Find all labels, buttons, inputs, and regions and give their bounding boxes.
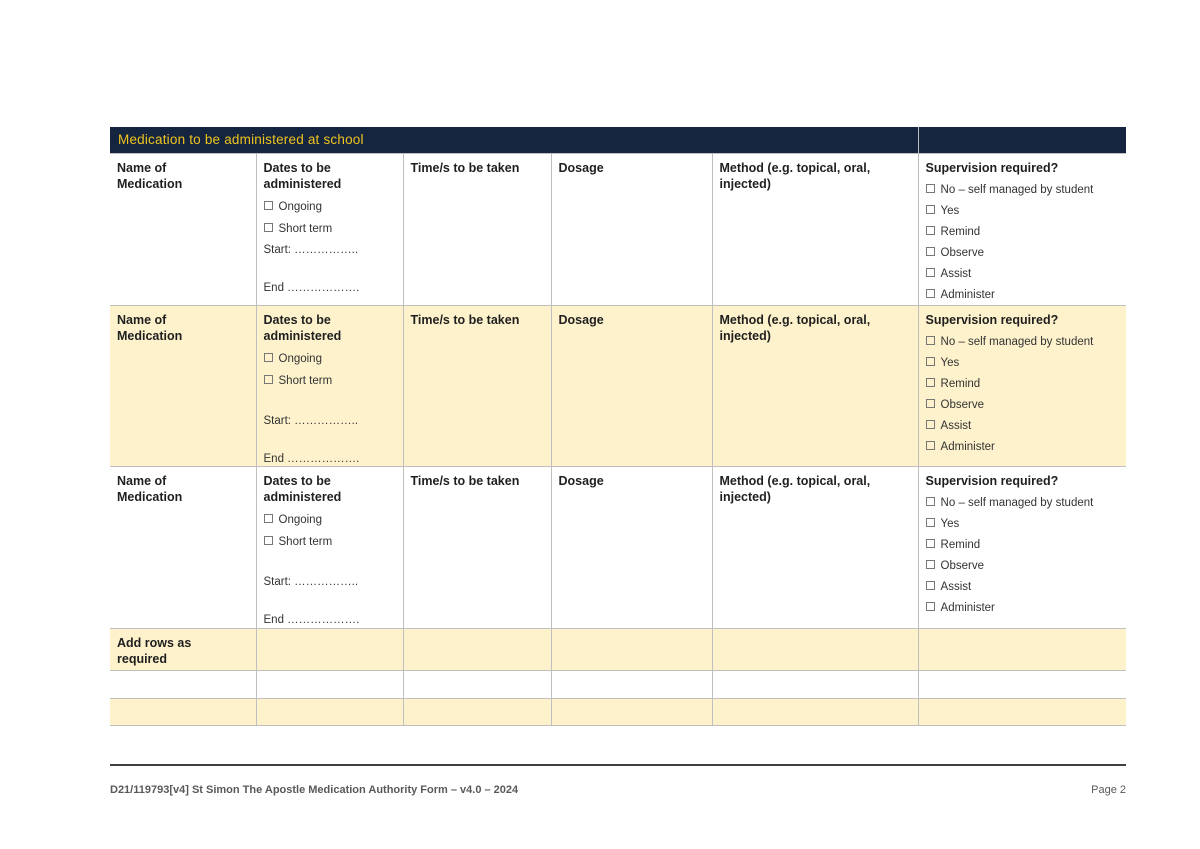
method-label: Method (e.g. topical, oral, injected) (719, 161, 871, 191)
supervision-no-option (926, 335, 1119, 349)
supervision-yes-label: Yes (940, 518, 960, 530)
method-cell[interactable] (712, 467, 918, 629)
empty-cell[interactable] (256, 671, 403, 699)
dosage-cell[interactable] (551, 306, 712, 467)
supervision-administer-option (926, 288, 1119, 302)
times-label: Time/s to be taken (410, 474, 520, 488)
dates-cell[interactable] (256, 306, 403, 467)
supervision-yes-label: Yes (940, 357, 960, 369)
medication-row (110, 467, 1126, 629)
supervision-remind-checkbox[interactable] (926, 539, 935, 548)
empty-cell[interactable] (918, 629, 1126, 671)
empty-cell[interactable] (256, 629, 403, 671)
supervision-administer-option (926, 601, 1119, 615)
ongoing-option (264, 200, 395, 214)
dosage-cell[interactable] (551, 154, 712, 306)
supervision-yes-option (926, 356, 1119, 370)
supervision-label: Supervision required? (925, 474, 1059, 488)
supervision-no-checkbox[interactable] (926, 184, 935, 193)
dosage-label: Dosage (558, 161, 604, 175)
short-term-label: Short term (278, 536, 333, 548)
supervision-remind-checkbox[interactable] (926, 378, 935, 387)
supervision-no-option (926, 183, 1119, 197)
medication-row (110, 154, 1126, 306)
supervision-assist-option (926, 419, 1119, 433)
medication-table (110, 127, 1126, 726)
name-of-medication-label: Name of Medication (117, 474, 183, 504)
times-cell[interactable] (403, 154, 551, 306)
method-cell[interactable] (712, 306, 918, 467)
dosage-label: Dosage (558, 474, 604, 488)
empty-cell[interactable] (551, 629, 712, 671)
supervision-remind-checkbox[interactable] (926, 226, 935, 235)
supervision-remind-label: Remind (940, 226, 981, 238)
times-label: Time/s to be taken (410, 313, 520, 327)
start-date-field[interactable]: Start: …………….. (263, 415, 359, 427)
dosage-cell[interactable] (551, 467, 712, 629)
ongoing-checkbox[interactable] (264, 201, 273, 210)
footer-rule (110, 764, 1126, 766)
end-date-field[interactable]: End ………………. (263, 453, 360, 465)
short-term-checkbox[interactable] (264, 536, 273, 545)
supervision-observe-checkbox[interactable] (926, 247, 935, 256)
method-cell[interactable] (712, 154, 918, 306)
times-cell[interactable] (403, 306, 551, 467)
supervision-remind-option (926, 377, 1119, 391)
supervision-administer-option (926, 440, 1119, 454)
empty-cell[interactable] (403, 671, 551, 699)
supervision-administer-checkbox[interactable] (926, 602, 935, 611)
supervision-no-option (926, 496, 1119, 510)
short-term-label: Short term (278, 223, 333, 235)
short-term-option (264, 535, 395, 549)
empty-cell[interactable] (712, 629, 918, 671)
add-rows-row (110, 629, 1126, 671)
short-term-label: Short term (278, 375, 333, 387)
supervision-yes-option (926, 517, 1119, 531)
supervision-no-label: No – self managed by student (940, 184, 1094, 196)
short-term-option (264, 374, 395, 388)
end-date-field[interactable]: End ………………. (263, 282, 360, 294)
dates-cell[interactable] (256, 154, 403, 306)
section-header-right-cell (918, 127, 1126, 154)
supervision-observe-option (926, 398, 1119, 412)
supervision-yes-checkbox[interactable] (926, 357, 935, 366)
supervision-remind-label: Remind (940, 539, 981, 551)
ongoing-label: Ongoing (278, 201, 322, 213)
end-date-field[interactable]: End ………………. (263, 614, 360, 626)
supervision-no-checkbox[interactable] (926, 497, 935, 506)
supervision-administer-checkbox[interactable] (926, 441, 935, 450)
section-header (110, 127, 918, 154)
supervision-label: Supervision required? (925, 161, 1059, 175)
start-date-field[interactable]: Start: …………….. (263, 244, 359, 256)
add-rows-cell (110, 629, 256, 671)
supervision-observe-checkbox[interactable] (926, 399, 935, 408)
supervision-assist-option (926, 580, 1119, 594)
ongoing-option (264, 352, 395, 366)
footer-doc-reference: D21/119793[v4] St Simon The Apostle Medication Authority Form – v4.0 – 2024 (110, 784, 519, 796)
supervision-cell[interactable] (918, 154, 1126, 306)
supervision-observe-checkbox[interactable] (926, 560, 935, 569)
name-of-medication-label: Name of Medication (117, 313, 183, 343)
supervision-yes-checkbox[interactable] (926, 205, 935, 214)
medication-name-cell[interactable] (110, 306, 256, 467)
empty-row (110, 699, 1126, 726)
supervision-administer-checkbox[interactable] (926, 289, 935, 298)
empty-cell[interactable] (110, 671, 256, 699)
supervision-administer-label: Administer (940, 289, 995, 301)
supervision-observe-label: Observe (940, 560, 985, 572)
empty-cell[interactable] (551, 699, 712, 726)
ongoing-checkbox[interactable] (264, 353, 273, 362)
supervision-cell[interactable] (918, 306, 1126, 467)
supervision-assist-checkbox[interactable] (926, 420, 935, 429)
supervision-yes-label: Yes (940, 205, 960, 217)
short-term-option (264, 222, 395, 236)
method-label: Method (e.g. topical, oral, injected) (719, 313, 871, 343)
supervision-assist-label: Assist (940, 268, 972, 280)
empty-cell[interactable] (712, 671, 918, 699)
ongoing-label: Ongoing (278, 514, 322, 526)
supervision-no-label: No – self managed by student (940, 336, 1094, 348)
supervision-remind-label: Remind (940, 378, 981, 390)
supervision-administer-label: Administer (940, 441, 995, 453)
supervision-observe-option (926, 246, 1119, 260)
supervision-cell[interactable] (918, 467, 1126, 629)
supervision-observe-label: Observe (940, 399, 985, 411)
ongoing-option (264, 513, 395, 527)
supervision-no-checkbox[interactable] (926, 336, 935, 345)
empty-cell[interactable] (918, 671, 1126, 699)
short-term-checkbox[interactable] (264, 375, 273, 384)
dates-cell[interactable] (256, 467, 403, 629)
empty-cell[interactable] (110, 699, 256, 726)
add-rows-label: Add rows as required (117, 636, 192, 666)
empty-cell[interactable] (256, 699, 403, 726)
supervision-assist-checkbox[interactable] (926, 581, 935, 590)
empty-cell[interactable] (403, 629, 551, 671)
dates-label: Dates to be administered (263, 161, 342, 191)
empty-cell[interactable] (918, 699, 1126, 726)
start-date-field[interactable]: Start: …………….. (263, 576, 359, 588)
short-term-checkbox[interactable] (264, 223, 273, 232)
dates-label: Dates to be administered (263, 313, 342, 343)
medication-row (110, 306, 1126, 467)
supervision-assist-label: Assist (940, 420, 972, 432)
footer-page-number: Page 2 (1091, 784, 1126, 796)
ongoing-checkbox[interactable] (264, 514, 273, 523)
method-label: Method (e.g. topical, oral, injected) (719, 474, 871, 504)
supervision-no-label: No – self managed by student (940, 497, 1094, 509)
supervision-label: Supervision required? (925, 313, 1059, 327)
ongoing-label: Ongoing (278, 353, 322, 365)
medication-name-cell[interactable] (110, 154, 256, 306)
empty-row (110, 671, 1126, 699)
times-cell[interactable] (403, 467, 551, 629)
empty-cell[interactable] (712, 699, 918, 726)
empty-cell[interactable] (551, 671, 712, 699)
section-header-row (110, 127, 1126, 154)
supervision-remind-option (926, 538, 1119, 552)
supervision-remind-option (926, 225, 1119, 239)
dates-label: Dates to be administered (263, 474, 342, 504)
section-title: Medication to be administered at school (118, 132, 364, 147)
supervision-assist-option (926, 267, 1119, 281)
supervision-assist-checkbox[interactable] (926, 268, 935, 277)
supervision-observe-label: Observe (940, 247, 985, 259)
empty-cell[interactable] (403, 699, 551, 726)
supervision-assist-label: Assist (940, 581, 972, 593)
medication-name-cell[interactable] (110, 467, 256, 629)
name-of-medication-label: Name of Medication (117, 161, 183, 191)
supervision-observe-option (926, 559, 1119, 573)
supervision-yes-checkbox[interactable] (926, 518, 935, 527)
dosage-label: Dosage (558, 313, 604, 327)
times-label: Time/s to be taken (410, 161, 520, 175)
supervision-administer-label: Administer (940, 602, 995, 614)
supervision-yes-option (926, 204, 1119, 218)
